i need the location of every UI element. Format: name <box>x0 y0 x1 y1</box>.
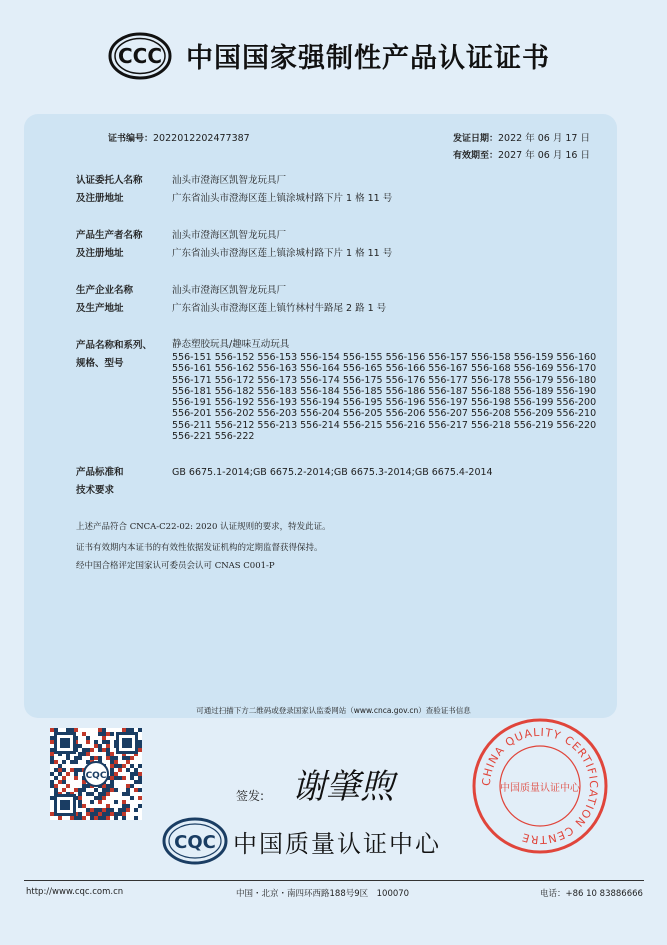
org-name: 中国质量认证中心 <box>233 830 441 858</box>
qr-module <box>102 748 106 752</box>
qr-module <box>94 808 98 812</box>
qr-module <box>106 788 110 792</box>
model-line: 556-191 556-192 556-193 556-194 556-195 556-196 556-197 556-198 556-199 556-200 <box>172 397 597 409</box>
qr-module <box>106 748 110 752</box>
qr-module <box>90 756 94 760</box>
qr-module <box>74 776 78 780</box>
qr-module <box>110 776 114 780</box>
qr-module <box>98 816 102 820</box>
qr-module <box>90 808 94 812</box>
qr-module <box>78 800 82 804</box>
qr-module <box>90 792 94 796</box>
qr-module <box>70 728 74 732</box>
qr-module <box>134 772 138 776</box>
qr-module <box>110 780 114 784</box>
qr-module <box>62 776 66 780</box>
qr-module <box>110 768 114 772</box>
qr-module <box>106 756 110 760</box>
qr-module <box>102 816 106 820</box>
qr-module <box>122 800 126 804</box>
qr-module <box>102 740 106 744</box>
qr-module <box>54 728 58 732</box>
qr-module <box>54 784 58 788</box>
qr-module <box>86 752 90 756</box>
qr-module <box>126 792 130 796</box>
qr-module <box>66 728 70 732</box>
model-line: 556-201 556-202 556-203 556-204 556-205 556-206 556-207 556-208 556-209 556-210 <box>172 408 597 420</box>
qr-module <box>82 732 86 736</box>
qr-module <box>102 812 106 816</box>
qr-module <box>126 808 130 812</box>
manufacturer-label-2: 及注册地址 <box>76 248 124 259</box>
qr-module <box>122 756 126 760</box>
qr-module <box>102 736 106 740</box>
qr-module <box>98 792 102 796</box>
qr-module <box>110 808 114 812</box>
issue-date: 发证日期：2022 年 06 月 17 日 <box>453 133 590 144</box>
seal-stamp-icon <box>470 716 610 856</box>
svg-text:CQC: CQC <box>85 771 107 781</box>
qr-module <box>78 756 82 760</box>
qr-module <box>110 760 114 764</box>
qr-module <box>130 796 134 800</box>
qr-module <box>126 804 130 808</box>
qr-module <box>126 756 130 760</box>
qr-module <box>50 728 54 732</box>
qr-module <box>86 748 90 752</box>
qr-module <box>66 784 70 788</box>
qr-module <box>126 784 130 788</box>
qr-module <box>94 756 98 760</box>
qr-module <box>94 740 98 744</box>
qr-module <box>70 760 74 764</box>
qr-module <box>50 796 54 800</box>
qr-module <box>78 788 82 792</box>
model-line: 556-151 556-152 556-153 556-154 556-155 556-156 556-157 556-158 556-159 556-160 <box>172 352 597 363</box>
signature-image <box>288 760 418 808</box>
qr-module <box>106 752 110 756</box>
factory-label-2: 及生产地址 <box>76 303 124 314</box>
qr-module <box>102 788 106 792</box>
manufacturer-label: 产品生产者名称 <box>76 230 143 241</box>
qr-module <box>74 788 78 792</box>
qr-module <box>138 780 142 784</box>
qr-module <box>54 788 58 792</box>
qr-module <box>126 760 130 764</box>
qr-module <box>122 804 126 808</box>
qr-module <box>122 728 126 732</box>
qr-module <box>74 768 78 772</box>
note-line: 上述产品符合 CNCA-C22-02: 2020 认证规则的要求，特发此证。 <box>76 522 331 532</box>
qr-module <box>134 808 138 812</box>
qr-module <box>90 748 94 752</box>
cert-number: 证书编号：2022012202477387 <box>108 133 250 144</box>
qr-module <box>114 800 118 804</box>
qr-module <box>98 728 102 732</box>
qr-module <box>122 764 126 768</box>
qr-module <box>50 784 54 788</box>
qr-module <box>86 808 90 812</box>
qr-module <box>134 816 138 820</box>
qr-module <box>94 788 98 792</box>
qr-module <box>114 760 118 764</box>
qr-module <box>126 788 130 792</box>
qr-module <box>110 788 114 792</box>
qr-module <box>118 768 122 772</box>
product-label-2: 规格、型号 <box>76 358 124 369</box>
qr-module <box>118 808 122 812</box>
qr-module <box>134 780 138 784</box>
qr-module <box>94 796 98 800</box>
qr-module <box>138 796 142 800</box>
qr-module <box>50 780 54 784</box>
manufacturer-name: 汕头市澄海区凯智龙玩具厂 <box>172 230 287 241</box>
valid-date: 有效期至：2027 年 06 月 16 日 <box>453 150 590 161</box>
qr-module <box>106 804 110 808</box>
qr-module <box>106 792 110 796</box>
qr-module <box>102 732 106 736</box>
qr-module <box>82 788 86 792</box>
product-label: 产品名称和系列、 <box>76 340 153 351</box>
qr-module <box>58 772 62 776</box>
qr-module <box>98 744 102 748</box>
cqc-logo-icon <box>162 817 228 865</box>
qr-module <box>74 728 78 732</box>
qr-module <box>78 768 82 772</box>
qr-module <box>86 740 90 744</box>
qr-module <box>110 752 114 756</box>
qr-module <box>126 728 130 732</box>
footer-divider <box>24 880 644 881</box>
qr-module <box>102 796 106 800</box>
qr-module <box>98 756 102 760</box>
qr-module <box>90 816 94 820</box>
qr-module <box>138 728 142 732</box>
qr-module <box>102 808 106 812</box>
qr-module <box>122 792 126 796</box>
qr-hint: 可通过扫描下方二维码或登录国家认监委网站（www.cnca.gov.cn）查验证书信息 <box>196 706 471 715</box>
svg-text:CQC: CQC <box>174 832 216 853</box>
qr-module <box>94 816 98 820</box>
ccc-logo-icon <box>108 32 172 80</box>
qr-module <box>50 756 54 760</box>
qr-module <box>62 760 66 764</box>
qr-module <box>138 776 142 780</box>
qr-module <box>98 812 102 816</box>
qr-module <box>122 776 126 780</box>
model-line: 556-221 556-222 <box>172 431 255 443</box>
qr-module <box>110 812 114 816</box>
qr-module <box>94 744 98 748</box>
qr-module <box>110 756 114 760</box>
qr-module <box>82 748 86 752</box>
qr-module <box>106 808 110 812</box>
qr-module <box>106 784 110 788</box>
qr-module <box>90 812 94 816</box>
qr-module <box>74 816 78 820</box>
qr-module <box>130 728 134 732</box>
qr-module <box>54 768 58 772</box>
qr-module <box>50 748 54 752</box>
qr-module <box>118 776 122 780</box>
qr-module <box>138 772 142 776</box>
qr-module <box>130 784 134 788</box>
qr-module <box>114 776 118 780</box>
factory-label: 生产企业名称 <box>76 285 134 296</box>
qr-module <box>98 796 102 800</box>
model-list <box>172 352 612 442</box>
qr-module <box>106 812 110 816</box>
qr-module <box>138 740 142 744</box>
qr-module <box>102 728 106 732</box>
qr-module <box>114 772 118 776</box>
certificate-header <box>0 28 667 88</box>
qr-module <box>78 752 82 756</box>
qr-module <box>82 784 86 788</box>
qr-module <box>86 736 90 740</box>
qr-module <box>130 756 134 760</box>
qr-module <box>122 808 126 812</box>
footer-address: 中国・北京・南四环西路188号9区 100070 <box>236 889 410 899</box>
qr-module <box>74 772 78 776</box>
qr-module <box>138 804 142 808</box>
standards-value: GB 6675.1-2014;GB 6675.2-2014;GB 6675.3-2014;GB 6675.4-2014 <box>172 467 493 478</box>
qr-module <box>118 764 122 768</box>
qr-module <box>106 816 110 820</box>
qr-module <box>110 784 114 788</box>
sign-label: 签发: <box>236 789 265 803</box>
qr-module <box>50 812 54 816</box>
model-line: 556-171 556-172 556-173 556-174 556-175 556-176 556-177 556-178 556-179 556-180 <box>172 374 597 386</box>
qr-module <box>98 808 102 812</box>
qr-module <box>98 800 102 804</box>
qr-module <box>114 764 118 768</box>
qr-module <box>106 744 110 748</box>
standards-label: 产品标准和 <box>76 467 124 478</box>
qr-code-icon[interactable] <box>50 728 142 820</box>
qr-module <box>70 768 74 772</box>
qr-module <box>138 748 142 752</box>
qr-module <box>78 744 82 748</box>
qr-module <box>138 788 142 792</box>
qr-module <box>58 764 62 768</box>
applicant-label-2: 及注册地址 <box>76 193 124 204</box>
applicant-address: 广东省汕头市澄海区莲上镇涂城村路下片 1 格 11 号 <box>172 193 393 204</box>
factory-address: 广东省汕头市澄海区莲上镇竹林村牛路尾 2 路 1 号 <box>172 303 387 314</box>
applicant-label: 认证委托人名称 <box>76 175 143 186</box>
qr-module <box>78 812 82 816</box>
qr-module <box>50 736 54 740</box>
certificate-title: 中国国家强制性产品认证证书 <box>186 43 550 74</box>
manufacturer-address: 广东省汕头市澄海区莲上镇涂城村路下片 1 格 11 号 <box>172 248 393 259</box>
qr-module <box>78 796 82 800</box>
svg-text:CHINA QUALITY CERTIFICATION CE: CHINA QUALITY CERTIFICATION CENTRE <box>479 725 601 847</box>
qr-module <box>98 748 102 752</box>
qr-module <box>70 816 74 820</box>
model-line: 556-181 556-182 556-183 556-184 556-185 556-186 556-187 556-188 556-189 556-190 <box>172 385 597 397</box>
qr-module <box>122 812 126 816</box>
qr-module <box>114 812 118 816</box>
applicant-name: 汕头市澄海区凯智龙玩具厂 <box>172 175 287 186</box>
qr-module <box>86 792 90 796</box>
qr-module <box>58 816 62 820</box>
qr-module <box>86 812 90 816</box>
qr-module <box>54 760 58 764</box>
factory-name: 汕头市澄海区凯智龙玩具厂 <box>172 285 287 296</box>
footer-url[interactable]: http://www.cqc.com.cn <box>26 887 124 897</box>
qr-module <box>110 764 114 768</box>
qr-module <box>62 780 66 784</box>
qr-module <box>122 816 126 820</box>
qr-module <box>106 740 110 744</box>
qr-module <box>134 788 138 792</box>
qr-module <box>62 788 66 792</box>
qr-module <box>54 776 58 780</box>
svg-text:CCC: CCC <box>117 44 163 68</box>
qr-module <box>78 804 82 808</box>
note-line: 证书有效期内本证书的有效性依据发证机构的定期监督获得保持。 <box>76 543 323 553</box>
qr-module <box>102 792 106 796</box>
qr-module <box>50 740 54 744</box>
qr-module <box>98 732 102 736</box>
qr-module <box>66 756 70 760</box>
qr-module <box>50 772 54 776</box>
qr-module <box>90 800 94 804</box>
qr-module <box>82 816 86 820</box>
qr-module <box>130 764 134 768</box>
qr-module <box>110 772 114 776</box>
svg-text:中国质量认证中心: 中国质量认证中心 <box>500 783 580 794</box>
qr-module <box>66 772 70 776</box>
model-line: 556-161 556-162 556-163 556-164 556-165 556-166 556-167 556-168 556-169 556-170 <box>172 363 597 375</box>
qr-module <box>78 792 82 796</box>
footer-phone: 电话：+86 10 83886666 <box>540 889 643 899</box>
qr-module <box>114 816 118 820</box>
qr-module <box>82 804 86 808</box>
qr-module <box>78 816 82 820</box>
qr-module <box>138 764 142 768</box>
qr-module <box>50 760 54 764</box>
qr-module <box>114 756 118 760</box>
qr-module <box>134 768 138 772</box>
qr-module <box>58 780 62 784</box>
note-line: 经中国合格评定国家认可委员会认可 CNAS C001-P <box>76 561 275 571</box>
qr-module <box>110 732 114 736</box>
qr-module <box>62 768 66 772</box>
product-name: 静态塑胶玩具/趣味互动玩具 <box>172 339 290 350</box>
qr-module <box>114 788 118 792</box>
svg-text:谢肇煦: 谢肇煦 <box>292 767 394 807</box>
qr-module <box>130 772 134 776</box>
qr-module <box>126 768 130 772</box>
qr-module <box>58 768 62 772</box>
qr-module <box>138 744 142 748</box>
model-line: 556-211 556-212 556-213 556-214 556-215 556-216 556-217 556-218 556-219 556-220 <box>172 419 597 431</box>
qr-module <box>94 812 98 816</box>
qr-module <box>82 752 86 756</box>
qr-module <box>50 752 54 756</box>
standards-label-2: 技术要求 <box>76 485 115 496</box>
qr-module <box>74 756 78 760</box>
qr-module <box>74 760 78 764</box>
qr-module <box>118 812 122 816</box>
qr-module <box>130 776 134 780</box>
qr-module <box>106 732 110 736</box>
